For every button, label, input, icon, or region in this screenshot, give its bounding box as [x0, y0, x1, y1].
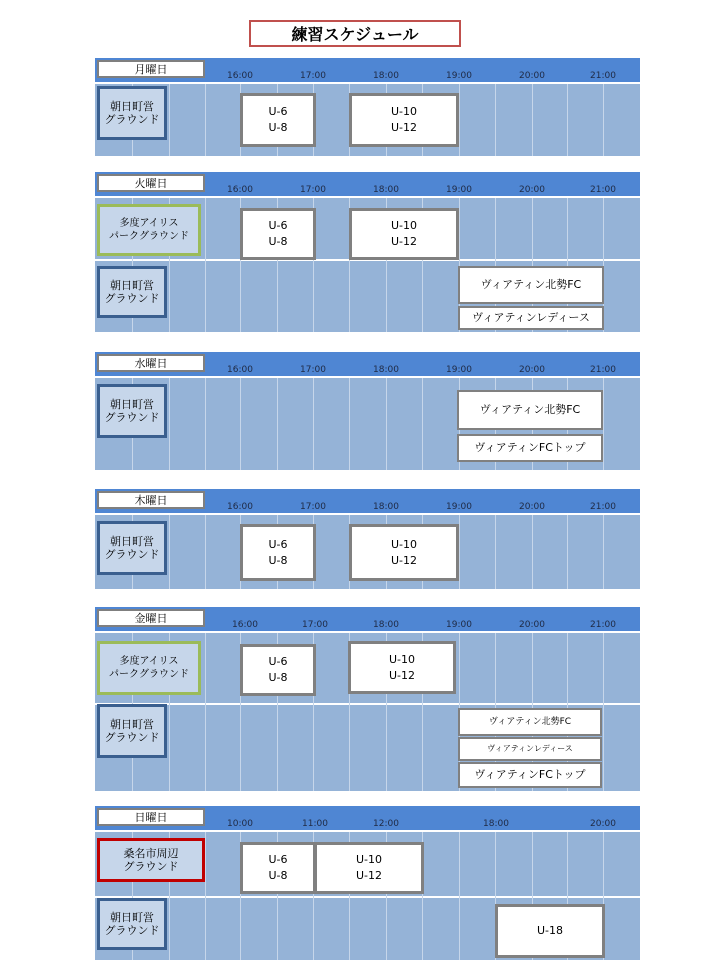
- time-header: [95, 489, 640, 513]
- grid-line: [603, 515, 604, 589]
- time-label: 21:00: [590, 620, 616, 630]
- venue-label: 多度アイリス パークグラウンド: [97, 641, 201, 695]
- time-header: [95, 607, 640, 631]
- grid-line: [495, 84, 496, 156]
- venue-label: 朝日町営 グラウンド: [97, 86, 167, 140]
- grid-line: [205, 378, 206, 470]
- grid-line: [603, 378, 604, 470]
- venue-label: 多度アイリス パークグラウンド: [97, 204, 201, 256]
- schedule-block: ヴィアティン北勢FC: [458, 708, 602, 736]
- time-label: 18:00: [373, 185, 399, 195]
- schedule-block: ヴィアティンFCトップ: [458, 762, 602, 788]
- friday-section: [95, 607, 640, 791]
- row-divider: [95, 703, 640, 705]
- time-label: 16:00: [227, 502, 253, 512]
- grid-line: [532, 84, 533, 156]
- schedule-block: U-18: [495, 904, 605, 958]
- day-label: 木曜日: [97, 491, 205, 509]
- venue-label: 朝日町営 グラウンド: [97, 704, 167, 758]
- grid-line: [205, 832, 206, 960]
- day-label: 火曜日: [97, 174, 205, 192]
- schedule-block: U-10 U-12: [349, 524, 459, 581]
- grid-line: [169, 378, 170, 470]
- schedule-block: U-10 U-12: [349, 93, 459, 147]
- grid-line: [205, 515, 206, 589]
- time-label: 11:00: [302, 819, 328, 829]
- grid-line: [386, 378, 387, 470]
- time-label: 20:00: [519, 502, 545, 512]
- time-label: 16:00: [227, 185, 253, 195]
- schedule-block: U-6 U-8: [240, 842, 316, 894]
- grid-line: [567, 84, 568, 156]
- venue-label: 桑名市周辺 グラウンド: [97, 838, 205, 882]
- time-label: 21:00: [590, 502, 616, 512]
- schedule-block: U-6 U-8: [240, 524, 316, 581]
- grid-line: [349, 378, 350, 470]
- venue-label: 朝日町営 グラウンド: [97, 898, 167, 950]
- grid-line: [205, 633, 206, 791]
- schedule-block: ヴィアティンレディース: [458, 306, 604, 330]
- schedule-block: U-6 U-8: [240, 644, 316, 696]
- time-label: 20:00: [519, 185, 545, 195]
- time-label: 16:00: [232, 620, 258, 630]
- grid-line: [240, 378, 241, 470]
- time-label: 17:00: [300, 502, 326, 512]
- day-label: 日曜日: [97, 808, 205, 826]
- time-label: 18:00: [373, 365, 399, 375]
- schedule-block: ヴィアティンレディース: [458, 737, 602, 761]
- time-label: 21:00: [590, 185, 616, 195]
- grid-line: [422, 378, 423, 470]
- time-label: 19:00: [446, 502, 472, 512]
- day-label: 水曜日: [97, 354, 205, 372]
- grid-line: [459, 515, 460, 589]
- time-label: 17:00: [300, 71, 326, 81]
- time-header: [95, 172, 640, 196]
- time-label: 20:00: [519, 620, 545, 630]
- schedule-block: U-6 U-8: [240, 208, 316, 260]
- schedule-block: U-10 U-12: [348, 641, 456, 694]
- time-label: 12:00: [373, 819, 399, 829]
- grid-line: [205, 84, 206, 156]
- day-label: 月曜日: [97, 60, 205, 78]
- time-label: 20:00: [519, 365, 545, 375]
- time-label: 19:00: [446, 185, 472, 195]
- time-label: 20:00: [519, 71, 545, 81]
- schedule-block: ヴィアティン北勢FC: [458, 266, 604, 304]
- time-header: [95, 58, 640, 82]
- tuesday-section: [95, 172, 640, 332]
- time-label: 18:00: [373, 620, 399, 630]
- time-label: 16:00: [227, 71, 253, 81]
- venue-label: 朝日町営 グラウンド: [97, 384, 167, 438]
- grid-line: [205, 198, 206, 332]
- thursday-section: [95, 489, 640, 589]
- grid-line: [169, 515, 170, 589]
- grid-line: [603, 84, 604, 156]
- time-label: 17:00: [302, 620, 328, 630]
- grid-line: [459, 84, 460, 156]
- time-label: 17:00: [300, 185, 326, 195]
- time-label: 20:00: [590, 819, 616, 829]
- venue-label: 朝日町営 グラウンド: [97, 521, 167, 575]
- time-label: 18:00: [373, 71, 399, 81]
- row-divider: [95, 896, 640, 898]
- page-title: 練習スケジュール: [249, 20, 461, 47]
- time-label: 21:00: [590, 71, 616, 81]
- schedule-block: U-10 U-12: [314, 842, 424, 894]
- day-label: 金曜日: [97, 609, 205, 627]
- wednesday-section: [95, 352, 640, 470]
- time-label: 21:00: [590, 365, 616, 375]
- grid-line: [532, 515, 533, 589]
- time-header: [95, 806, 640, 830]
- time-label: 17:00: [300, 365, 326, 375]
- grid-line: [603, 633, 604, 791]
- schedule-block: U-10 U-12: [349, 208, 459, 260]
- grid-line: [495, 515, 496, 589]
- grid-line: [567, 515, 568, 589]
- time-label: 18:00: [373, 502, 399, 512]
- time-label: 19:00: [446, 365, 472, 375]
- sunday-section: [95, 806, 640, 960]
- time-label: 19:00: [446, 620, 472, 630]
- time-label: 10:00: [227, 819, 253, 829]
- time-label: 16:00: [227, 365, 253, 375]
- grid-line: [313, 378, 314, 470]
- schedule-block: ヴィアティン北勢FC: [457, 390, 603, 430]
- grid-line: [169, 84, 170, 156]
- time-label: 18:00: [483, 819, 509, 829]
- grid-line: [459, 832, 460, 960]
- grid-line: [277, 378, 278, 470]
- time-header: [95, 352, 640, 376]
- schedule-block: U-6 U-8: [240, 93, 316, 147]
- schedule-block: ヴィアティンFCトップ: [457, 434, 603, 462]
- time-label: 19:00: [446, 71, 472, 81]
- venue-label: 朝日町営 グラウンド: [97, 266, 167, 318]
- monday-section: [95, 58, 640, 156]
